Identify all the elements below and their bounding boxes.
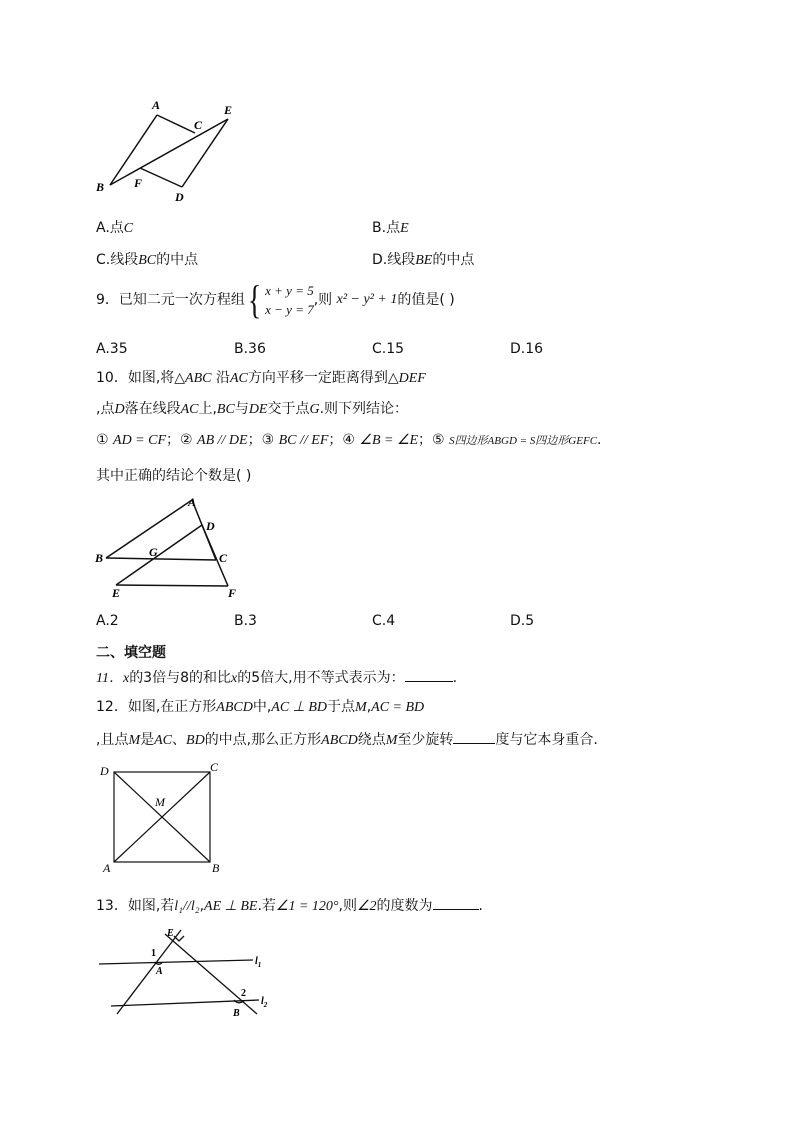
q13-stem: 13．如图,若l₁//l₂,AE ⊥ BE.若∠1 = 120°,则∠2的度数为 . <box>96 895 483 916</box>
q9-eq2: x − y = 7 <box>265 302 314 317</box>
q13-label-angle1: 1 <box>151 948 156 959</box>
q10-option-c: C.4 <box>372 613 396 629</box>
q13-figure <box>95 922 275 1022</box>
q8-label-A: A <box>152 98 161 112</box>
q10-question: 其中正确的结论个数是( ) <box>96 468 252 484</box>
q8-option-c: C.线段BC的中点 <box>96 252 199 268</box>
q9-eq1: x + y = 5 <box>265 283 314 298</box>
q9-option-a: A.35 <box>96 341 128 357</box>
q13-label-l1: $l_1$ <box>255 956 262 969</box>
q12-line1: 12．如图,在正方形ABCD中,AC ⊥ BD于点M,AC = BD <box>96 699 425 715</box>
q13-answer-blank[interactable] <box>433 895 479 910</box>
q12-answer-blank[interactable] <box>453 729 495 744</box>
q12-figure <box>94 760 229 875</box>
q8-label-E: E <box>224 103 233 117</box>
q10-label-E: E <box>112 586 121 600</box>
q11-answer-blank[interactable] <box>405 667 453 682</box>
q12-label-M: M <box>155 795 165 809</box>
q12-label-C: C <box>210 760 219 774</box>
section-title-fill-in: 二、填空题 <box>96 645 166 661</box>
q8-label-C: C <box>194 118 203 132</box>
q12-label-A: A <box>103 861 111 875</box>
q10-label-C: C <box>219 551 228 565</box>
q8-label-F: F <box>134 176 143 190</box>
q10-option-a: A.2 <box>96 613 119 629</box>
q10-label-B: B <box>95 551 104 565</box>
q10-figure <box>92 494 252 600</box>
q10-line2: ,点D落在线段AC上,BC与DE交于点G.则下列结论： <box>96 401 409 417</box>
q8-label-B: B <box>96 180 105 194</box>
q12-label-D: D <box>100 764 109 778</box>
q10-label-D: D <box>206 519 215 533</box>
q10-conclusions: ① AD = CF；② AB // DE；③ BC // EF；④ ∠B = ∠E；⑤ S四边形ABGD = S四边形GEFC. <box>96 432 602 448</box>
q8-option-a: A.点C <box>96 220 134 236</box>
q10-option-d: D.5 <box>510 613 535 629</box>
q13-label-l2: $l_2$ <box>261 996 268 1009</box>
q9-option-c: C.15 <box>372 341 405 357</box>
q12-line2: ,且点M是AC、BD的中点,那么正方形ABCD绕点M至少旋转 度与它本身重合. <box>96 729 598 750</box>
q12-label-B: B <box>212 861 220 875</box>
q11-stem: 11．x的3倍与8的和比x的5倍大,用不等式表示为： . <box>96 667 457 688</box>
q9-stem: 9． 已知二元一次方程组 { x + y = 5 x − y = 7 ,则 x² − y² + 1 的值是( ) <box>96 277 455 322</box>
q13-label-E: E <box>167 928 174 939</box>
q10-option-b: B.3 <box>234 613 257 629</box>
q9-equation-system: { x + y = 5 x − y = 7 <box>247 277 314 322</box>
q13-label-A: A <box>156 966 163 977</box>
q10-label-A: A <box>188 495 197 509</box>
q10-line1: 10．如图,将△ABC 沿AC方向平移一定距离得到△DEF <box>96 370 426 386</box>
q8-label-D: D <box>175 190 184 204</box>
q8-option-d: D.线段BE的中点 <box>372 252 475 268</box>
q9-option-d: D.16 <box>510 341 544 357</box>
q8-figure <box>92 95 252 210</box>
q10-label-F: F <box>228 586 237 600</box>
q9-expression: x² − y² + 1 <box>336 292 398 307</box>
q13-label-angle2: 2 <box>241 988 246 999</box>
q10-label-G: G <box>149 545 158 559</box>
q8-option-b: B.点E <box>372 220 409 236</box>
q9-option-b: B.36 <box>234 341 266 357</box>
q13-label-B: B <box>233 1008 240 1019</box>
